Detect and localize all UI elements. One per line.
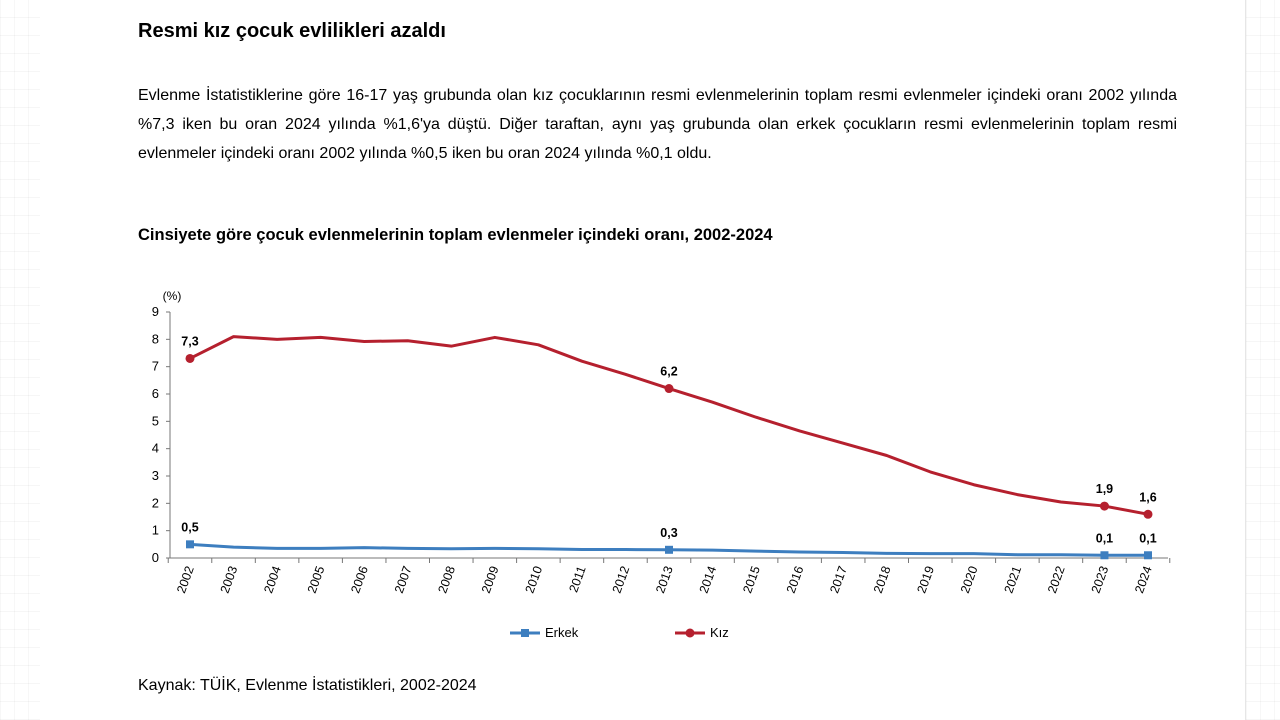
series-marker-kz [186,354,195,363]
y-tick-label: 2 [151,495,159,511]
y-tick-label: 8 [151,331,159,347]
series-marker-kz [1100,502,1109,511]
chart-title: Cinsiyete göre çocuk evlenmelerinin toplam evlenmeler içindeki oranı, 2002-2024 [138,226,773,244]
source-note: Kaynak: TÜİK, Evlenme İstatistikleri, 2002-2024 [138,677,477,694]
x-tick-label: 2004 [261,564,284,596]
data-label-erkek: 0,5 [181,520,199,535]
legend-marker-erkek [521,629,529,637]
data-label-kz: 1,6 [1139,490,1157,505]
article-heading: Resmi kız çocuk evlilikleri azaldı [138,20,446,42]
x-tick-label: 2023 [1088,564,1112,596]
legend-label-erkek: Erkek [545,625,579,640]
y-tick-label: 9 [151,304,159,319]
data-label-erkek: 0,3 [660,525,678,540]
x-tick-label: 2012 [609,564,633,596]
x-tick-label: 2011 [566,564,589,595]
y-tick-label: 0 [151,550,159,565]
data-label-kz: 1,9 [1095,482,1114,497]
data-label-erkek: 0,1 [1139,531,1157,546]
chart-legend [510,625,729,640]
series-marker-erkek [665,546,673,554]
y-tick-label: 1 [151,522,159,538]
x-tick-label: 2015 [740,564,763,596]
article-paragraph: Evlenme İstatistiklerine göre 16-17 yaş grubunda olan kız çocuklarının resmi evlenmelerinin toplam resmi evlenmeler içindeki oranı 2002 yılında %7,3 iken bu oran 2024 yılında %1,6'ya düştü. Diğer taraftan, aynı yaş grubunda olan erkek çocukların resmi evlenmelerinin toplam resmi evlenmeler içindeki oranı 2002 yılında %0,5 iken bu oran 2024 yılında %0,1 oldu. [138,87,1177,162]
chart-data-labels [181,334,1156,545]
y-tick-label: 6 [151,386,159,401]
series-marker-erkek [186,540,194,548]
legend-marker-kz [686,629,695,638]
series-line-kz [190,337,1148,515]
chart-axes [152,304,1170,595]
x-tick-label: 2020 [957,564,981,596]
series-marker-kz [1144,510,1153,519]
x-tick-label: 2005 [304,564,328,596]
series-marker-erkek [1100,551,1108,559]
y-tick-label: 7 [151,358,159,374]
x-tick-label: 2022 [1045,564,1068,596]
series-marker-erkek [1144,551,1152,559]
x-tick-label: 2024 [1132,564,1155,596]
x-tick-label: 2014 [696,564,720,596]
x-tick-label: 2013 [653,564,676,596]
x-tick-label: 2019 [914,564,938,596]
x-tick-label: 2009 [478,564,502,596]
x-tick-label: 2008 [435,564,459,596]
data-label-erkek: 0,1 [1095,531,1114,546]
data-label-kz: 7,3 [181,334,199,349]
legend-label-kz: Kız [710,625,729,640]
data-label-kz: 6,2 [660,364,678,379]
x-tick-label: 2007 [391,564,415,596]
x-tick-label: 2016 [783,564,807,596]
x-tick-label: 2006 [348,564,372,596]
x-tick-label: 2003 [217,564,241,596]
x-tick-label: 2002 [174,564,197,596]
y-tick-label: 4 [151,440,159,456]
x-tick-label: 2018 [870,564,894,596]
x-tick-label: 2010 [522,564,546,596]
x-tick-label: 2017 [827,564,851,596]
y-tick-label: 5 [151,413,159,429]
x-tick-label: 2021 [1001,564,1025,596]
y-tick-label: 3 [151,468,159,483]
series-marker-kz [665,384,674,393]
y-axis-unit-label: (%) [162,289,182,303]
